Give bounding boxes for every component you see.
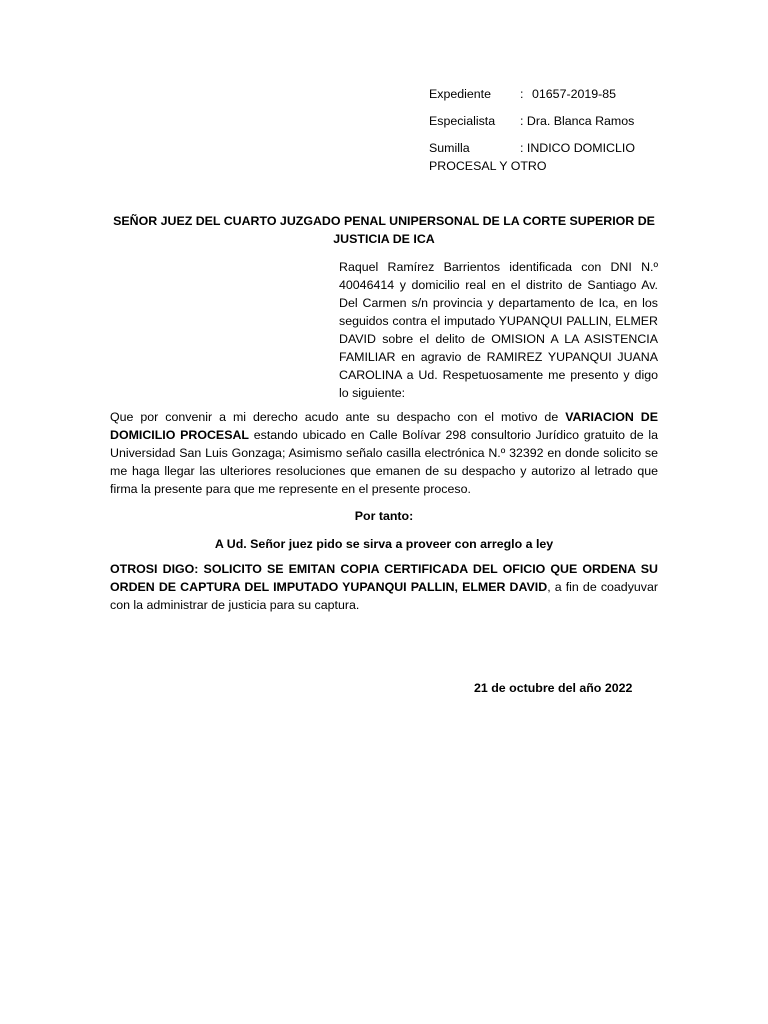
sumilla-value: : INDICO DOMICLIO PROCESAL Y OTRO	[429, 141, 635, 173]
expediente-row	[429, 85, 669, 103]
main-paragraph-bold: VARIACION DE DOMICILIO PROCESAL	[110, 410, 659, 442]
expediente-separator: :	[520, 87, 524, 101]
especialista-label: Especialista	[429, 114, 496, 128]
petitioner-introduction: Raquel Ramírez Barrientos identificada con DNI N.º 40046414 y domicilio real en el distrito de Santiago Av. Del Carmen s/n provincia y departamento de Ica, en los seguidos contra el imputado YUPANQUI PALLIN, ELMER DAVID sobre el delito de OMISION A LA ASISTENCIA FAMILIAR en agravio de RAMIREZ YUPANQUI JUANA CAROLINA a Ud. Respetuosamente me presento y digo lo siguiente:	[339, 260, 658, 400]
especialista-row	[429, 112, 669, 130]
document-date: 21 de octubre del año 2022	[474, 681, 633, 695]
otrosi-bold: OTROSI DIGO: SOLICITO SE EMITAN COPIA CERTIFICADA DEL OFICIO QUE ORDENA SU ORDEN DE CAPTURA DEL IMPUTADO YUPANQUI PALLIN, ELMER DAVID	[110, 562, 658, 594]
otrosi-rest: , a fin de coadyuvar con la administrar de justicia para su captura.	[110, 580, 658, 612]
especialista-value: : Dra. Blanca Ramos	[520, 114, 635, 128]
request-line: A Ud. Señor juez pido se sirva a proveer con arreglo a ley	[214, 537, 554, 551]
sumilla-block	[429, 139, 669, 175]
main-paragraph	[110, 408, 658, 498]
court-addressee-title: SEÑOR JUEZ DEL CUARTO JUZGADO PENAL UNIPERSONAL DE LA CORTE SUPERIOR DE JUSTICIA DE ICA	[113, 214, 655, 246]
sumilla-label: Sumilla	[429, 141, 470, 155]
main-paragraph-part1: Que por convenir a mi derecho acudo ante su despacho con el motivo de	[110, 410, 566, 424]
main-paragraph-part2: estando ubicado en Calle Bolívar 298 consultorio Jurídico gratuito de la Universidad San Luis Gonzaga; Asimismo señalo casilla electrónica N.º 32392 en donde solicito se me haga llegar las ulteriores resoluciones que emanen de su despacho y autorizo al letrado que firma la presente para que me represente en el presente proceso.	[110, 428, 658, 496]
otrosi-paragraph	[110, 560, 658, 614]
expediente-value: 01657-2019-85	[532, 87, 617, 101]
expediente-label: Expediente	[429, 87, 492, 101]
por-tanto-heading: Por tanto:	[354, 509, 414, 523]
